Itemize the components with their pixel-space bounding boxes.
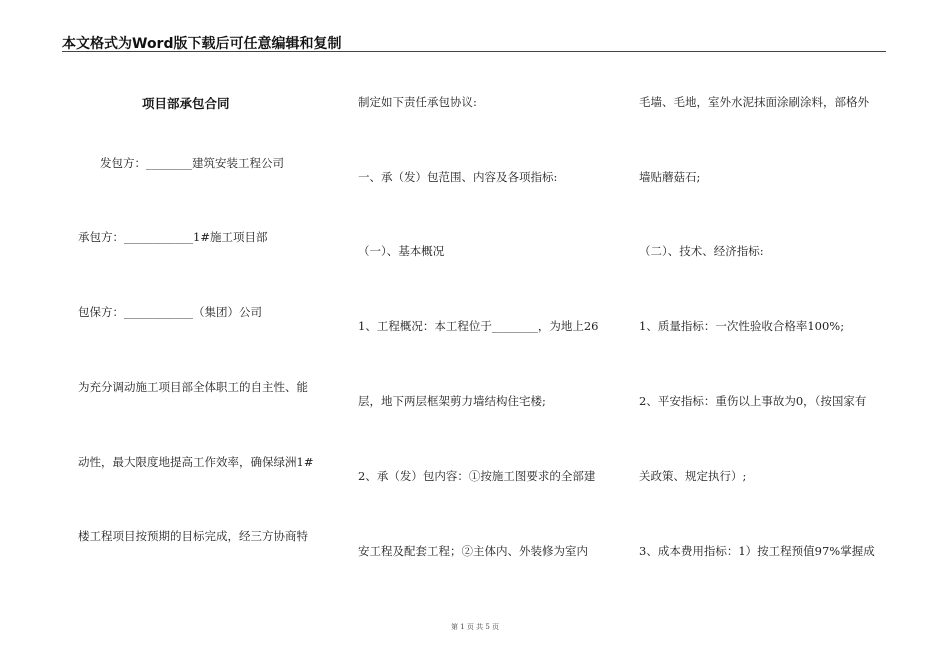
paragraph-line: 发包方：________建筑安装工程公司	[100, 156, 284, 170]
paragraph-line: 动性，最大限度地提高工作效率，确保绿洲1#	[78, 455, 314, 469]
paragraph-line: 墙贴蘑菇石;	[639, 170, 701, 184]
paragraph-line: 3、成本费用指标：1）按工程预值97%掌握成	[639, 544, 875, 558]
paragraph-line: 楼工程项目按预期的目标完成，经三方协商特	[78, 529, 308, 543]
paragraph-line: （一）、基本概况	[358, 244, 445, 258]
paragraph-line: 安工程及配套工程；②主体内、外装修为室内	[358, 544, 588, 558]
document-header: 本文格式为Word版下载后可任意编辑和复制	[62, 36, 342, 52]
paragraph-line: 承包方：____________1#施工项目部	[78, 230, 268, 244]
paragraph-line: 为充分调动施工项目部全体职工的自主性、能	[78, 380, 308, 394]
paragraph-line: 制定如下责任承包协议:	[358, 95, 477, 109]
paragraph-line: 层，地下两层框架剪力墙结构住宅楼;	[358, 394, 546, 408]
paragraph-line: 毛墙、毛地，室外水泥抹面涂刷涂料，部格外	[639, 95, 869, 109]
paragraph-line: 1、工程概况：本工程位于________，为地上26	[358, 319, 599, 333]
page-footer: 第 1 页 共 5 页	[450, 623, 500, 631]
paragraph-line: （二）、技术、经济指标:	[639, 244, 764, 258]
paragraph-line: 1、质量指标：一次性验收合格率100%;	[639, 319, 845, 333]
paragraph-line: 2、承（发）包内容：①按施工图要求的全部建	[358, 469, 596, 483]
paragraph-line: 包保方：____________（集团）公司	[78, 305, 262, 319]
header-rule	[62, 51, 886, 52]
contract-title: 项目部承包合同	[142, 96, 230, 111]
paragraph-line: 一、承（发）包范围、内容及各项指标:	[358, 170, 558, 184]
paragraph-line: 关政策、规定执行）;	[639, 469, 747, 483]
paragraph-line: 2、平安指标：重伤以上事故为0，（按国家有	[639, 394, 867, 408]
